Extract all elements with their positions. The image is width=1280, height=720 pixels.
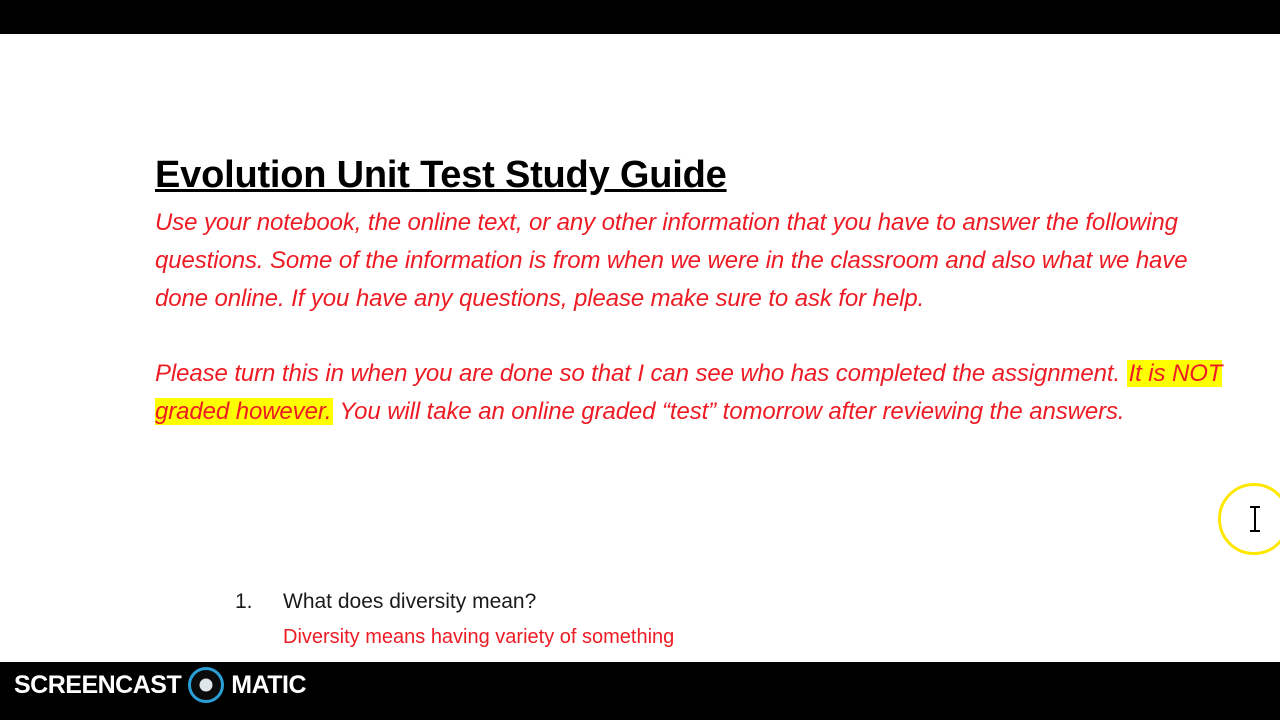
text-cursor-icon <box>1250 506 1260 532</box>
page-title: Evolution Unit Test Study Guide <box>155 154 727 196</box>
instructions-paragraph: Use your notebook, the online text, or any other information that you have to answer the following questions. Some of the information is from when we were in the classroom and also what we have done online. If you have any questions, please make sure to ask for help. <box>155 208 1188 312</box>
question-text: What does diversity mean? <box>283 590 537 613</box>
question-item <box>235 590 1135 614</box>
question-list <box>235 590 1135 649</box>
cursor-highlight-ring <box>1218 483 1280 555</box>
submission-text-after: You will take an online graded “test” tomorrow after reviewing the answers. <box>333 398 1125 426</box>
document-content <box>155 154 1245 431</box>
watermark-brand-right: MATIC <box>231 670 307 699</box>
letterbox-top <box>0 0 1280 34</box>
screencast-o-matic-watermark <box>14 664 306 706</box>
submission-paragraph <box>155 355 1245 431</box>
screencast-logo-icon <box>188 667 224 703</box>
document-page <box>0 34 1280 662</box>
answer-text: Diversity means having variety of something <box>283 626 675 648</box>
not-graded-highlight: It is NOT graded however. <box>155 360 1223 426</box>
watermark-recorded-with: RECORDED WITH <box>16 652 118 664</box>
question-number: 1. <box>235 590 253 613</box>
watermark-brand-left: SCREENCAST <box>14 670 182 699</box>
submission-text-before: Please turn this in when you are done so that I can see who has completed the assignment. <box>155 360 1127 388</box>
